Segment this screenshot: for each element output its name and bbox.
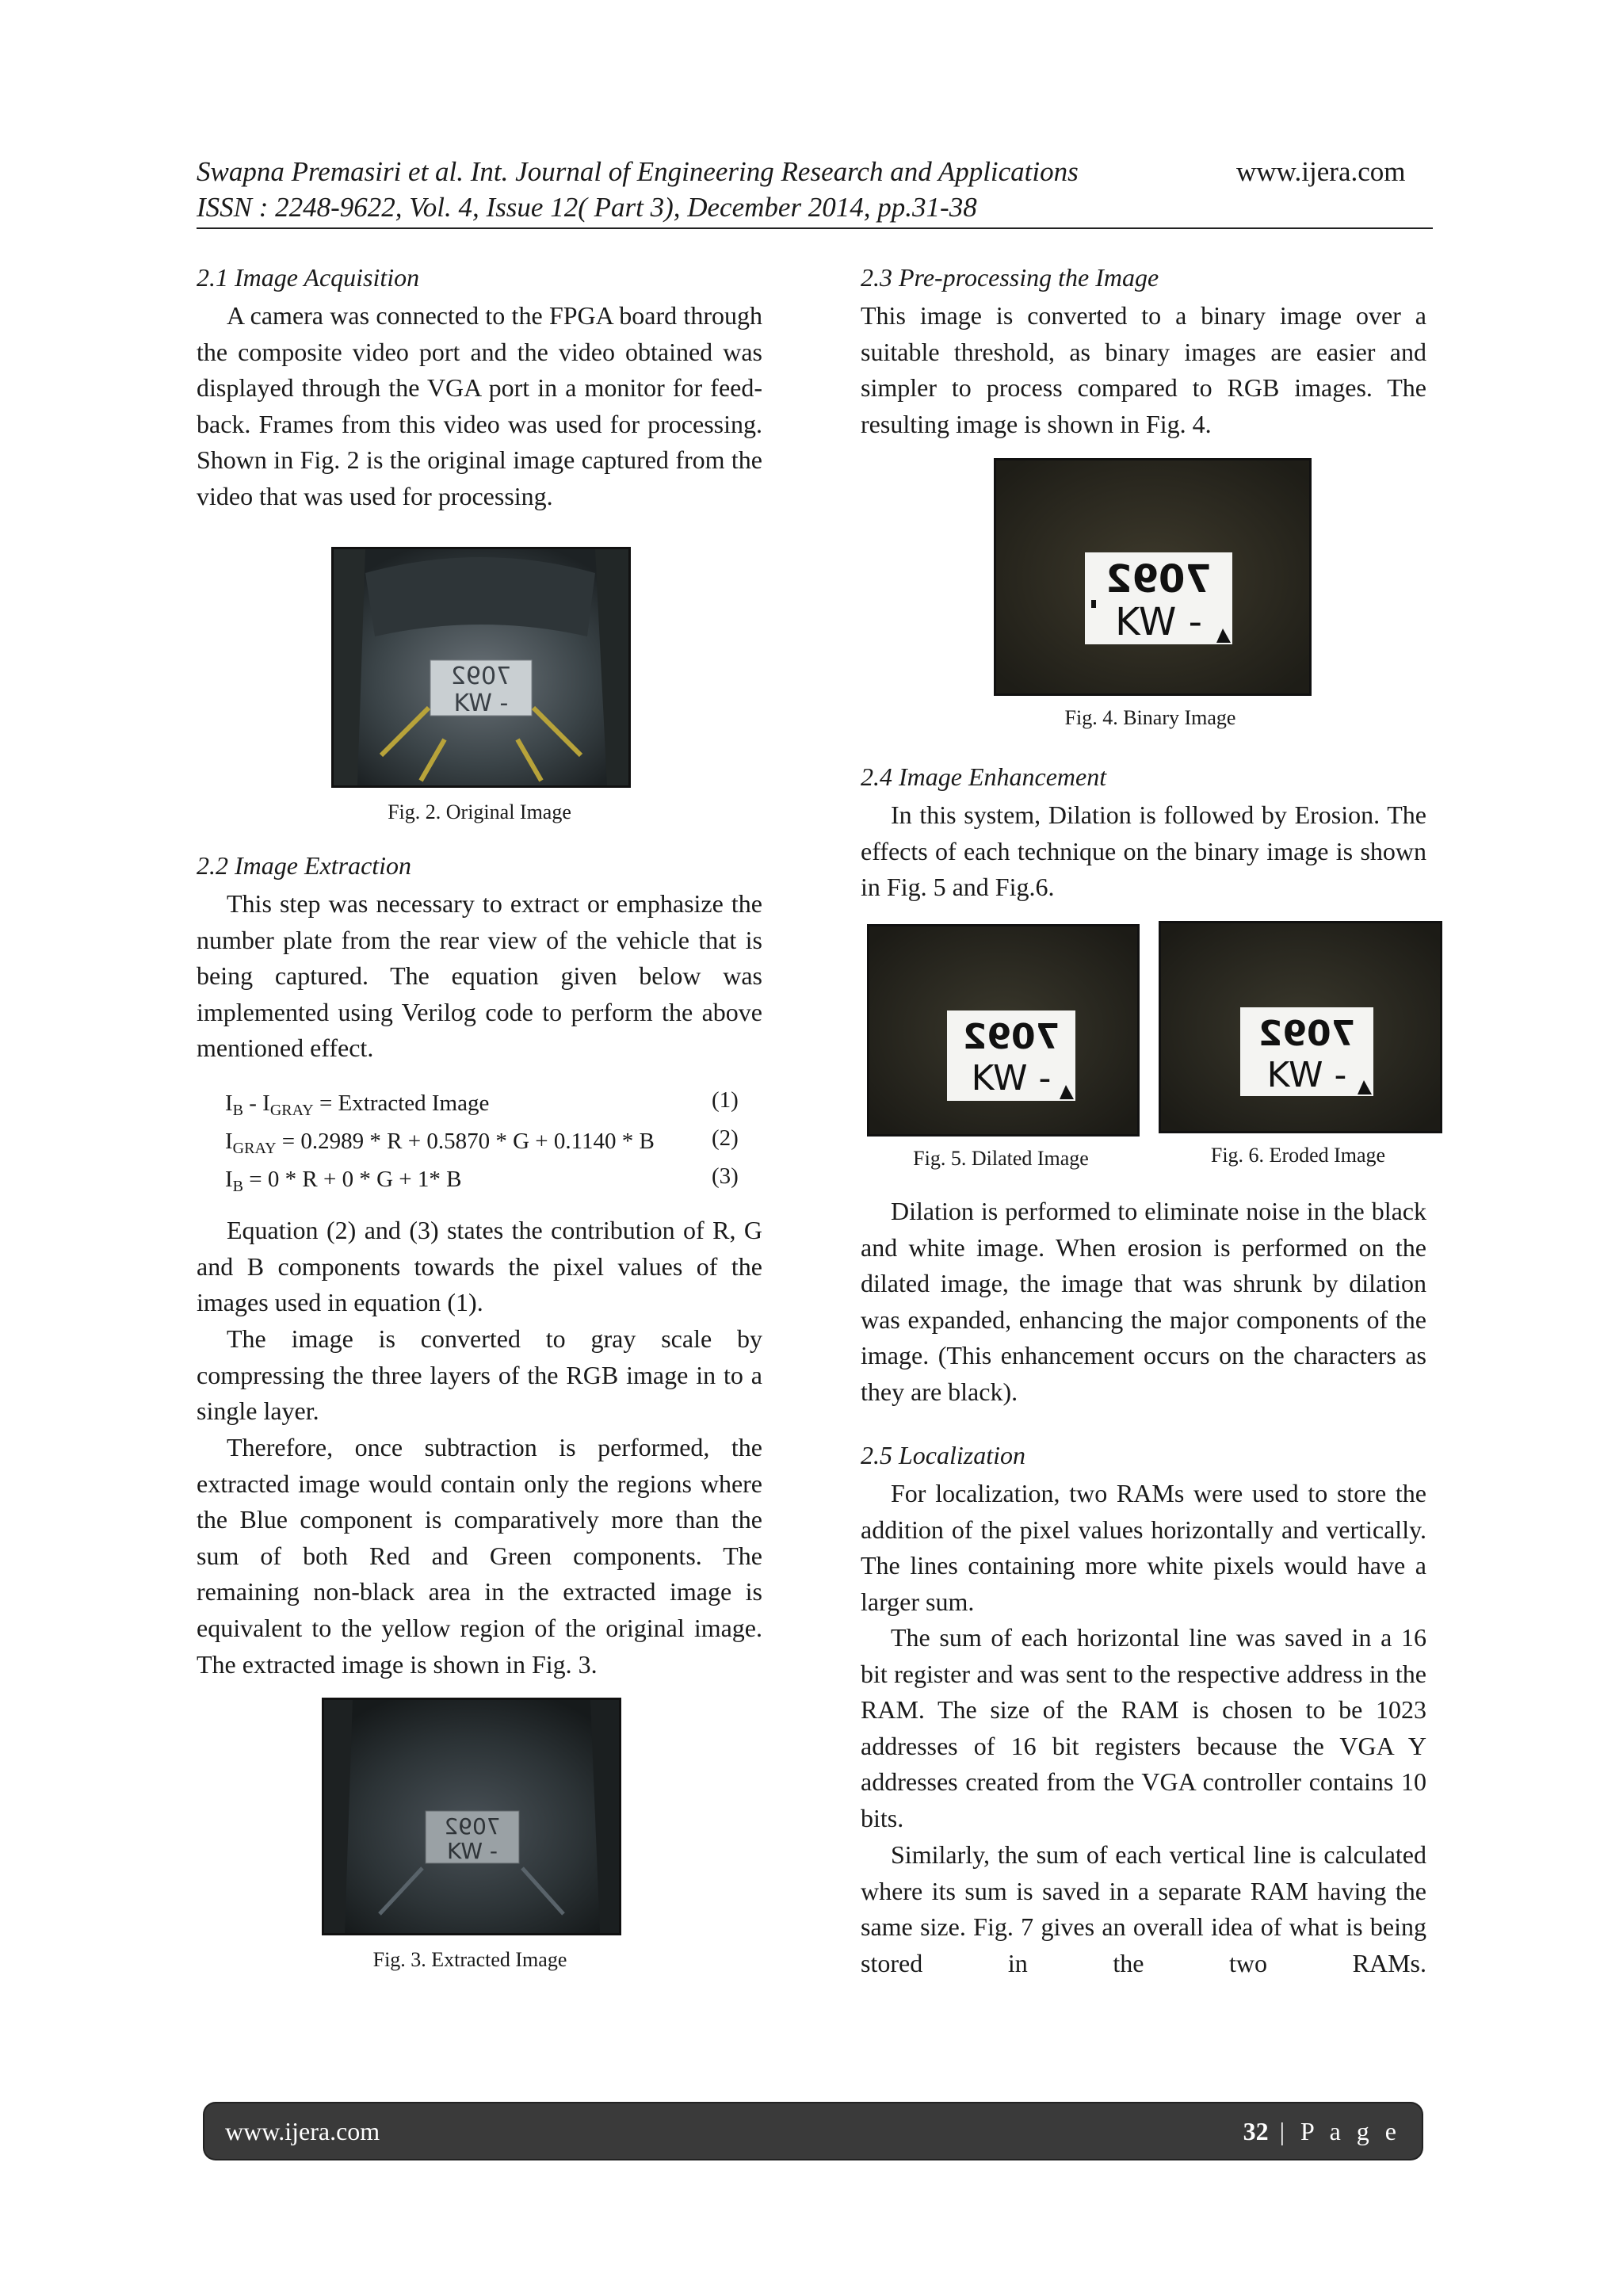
- section-2-4-title: 2.4 Image Enhancement: [861, 762, 1107, 791]
- equation-2-number: (2): [712, 1125, 739, 1151]
- fig-5-dilated-image: [867, 924, 1140, 1137]
- fig-5-caption: Fig. 5. Dilated Image: [913, 1147, 1089, 1170]
- section-2-2-title: 2.2 Image Extraction: [197, 851, 412, 880]
- fig-4-caption: Fig. 4. Binary Image: [1064, 706, 1236, 729]
- section-2-4-paragraph-2: Dilation is performed to eliminate noise in the black and white image. When erosion is performed on the dilated image, the image that was shrunk by dilation was expanded, enhancing the major components of the image. (This enhancement occurs on the characters as they are black).: [861, 1197, 1426, 1406]
- svg-text:KW -: KW -: [1115, 600, 1202, 644]
- section-2-4-paragraph-1: In this system, Dilation is followed by Erosion. The effects of each technique on the binary image is shown in Fig. 5 and Fig.6.: [861, 800, 1426, 902]
- section-2-5-paragraph-2: The sum of each horizontal line was saved in a 16 bit register and was sent to the respective address in the RAM. The size of the RAM is chosen to be 1023 addresses of 16 bit registers because the VGA Y addresses created from the VGA controller contains 10 bits.: [861, 1623, 1426, 1832]
- fig-6-eroded-image: [1159, 921, 1442, 1133]
- fig-2-caption: Fig. 2. Original Image: [388, 800, 571, 823]
- footer-url[interactable]: www.ijera.com: [225, 2117, 380, 2145]
- svg-text:7092: 7092: [1106, 557, 1212, 602]
- fig-4-binary-image: [994, 458, 1312, 696]
- equation-1: $I_B - I_{GRAY}$ = Extracted Image: [225, 1091, 490, 1119]
- svg-text:7092: 7092: [1258, 1014, 1356, 1054]
- section-2-5-paragraph-3: Similarly, the sum of each vertical line is calculated where its sum is saved in a separate RAM having the same size. Fig. 7 gives an overall idea of what is being stored in the two RAMs.: [861, 1840, 1426, 1977]
- journal-site[interactable]: www.ijera.com: [1236, 156, 1406, 187]
- page-number: 32: [1243, 2117, 1269, 2145]
- section-2-5-title: 2.5 Localization: [861, 1441, 1026, 1469]
- section-2-2-paragraph-1: This step was necessary to extract or emphasize the number plate from the rear view of the vehicle that is being captured. The equation given below was implemented using Verilog code to perform the above mentioned effect.: [197, 889, 762, 1063]
- footer-page: [1243, 2103, 1401, 2159]
- equation-1-number: (1): [712, 1087, 739, 1113]
- section-2-1-paragraph: A camera was connected to the FPGA board through the composite video port and the video obtained was displayed through the VGA port in a monitor for feed-back. Frames from this video was used for processing. Shown in Fig. 2 is the original image captured from the video that was used for processing.: [197, 301, 762, 510]
- fig-3-caption: Fig. 3. Extracted Image: [372, 1948, 567, 1971]
- fig-3-extracted-image: [322, 1698, 621, 1935]
- section-2-2-paragraph-4: Therefore, once subtraction is performed, the extracted image would contain only the regions where the Blue component is comparatively more than the sum of both Red and Green components. The remaining non-black area in the extracted image is equivalent to the yellow region of the original image. The extracted image is shown in Fig. 3.: [197, 1433, 762, 1679]
- svg-text:KW -: KW -: [971, 1058, 1052, 1098]
- header-rule: [197, 227, 1433, 229]
- page-label: | P a g e: [1268, 2117, 1401, 2145]
- section-2-2-paragraph-3: The image is converted to gray scale by compressing the three layers of the RGB image in to a single layer.: [197, 1324, 762, 1426]
- issn-line: ISSN : 2248-9622, Vol. 4, Issue 12( Part 3), December 2014, pp.31-38: [197, 192, 977, 223]
- journal-title: Swapna Premasiri et al. Int. Journal of Engineering Research and Applications: [197, 156, 1079, 187]
- equation-3-number: (3): [712, 1163, 739, 1189]
- section-2-3-title: 2.3 Pre-processing the Image: [861, 263, 1159, 292]
- svg-text:7092: 7092: [444, 1813, 501, 1839]
- svg-text:7092: 7092: [962, 1017, 1060, 1057]
- section-2-3-paragraph: This image is converted to a binary image over a suitable threshold, as binary images are easier and simpler to process compared to RGB images. The resulting image is shown in Fig. 4.: [861, 301, 1426, 438]
- section-2-1-title: 2.1 Image Acquisition: [197, 263, 420, 292]
- section-2-2-paragraph-2: Equation (2) and (3) states the contribution of R, G and B components towards the pixel values of the images used in equation (1).: [197, 1216, 762, 1317]
- fig-6-caption: Fig. 6. Eroded Image: [1210, 1144, 1386, 1167]
- equation-2: $I_{GRAY} = 0.2989 * R + 0.5870 * G + 0.1140 * B$: [225, 1129, 655, 1157]
- fig-2-original-image: [331, 547, 631, 788]
- equation-3: $I_B = 0 * R + 0 * G + 1*$ B: [225, 1167, 462, 1195]
- section-2-5-paragraph-1: For localization, two RAMs were used to store the addition of the pixel values horizontally and vertically. The lines containing more white pixels would have a larger sum.: [861, 1479, 1426, 1616]
- page-footer: [204, 2103, 1422, 2159]
- svg-text:KW -: KW -: [453, 690, 509, 717]
- svg-text:KW -: KW -: [446, 1838, 498, 1864]
- svg-text:KW -: KW -: [1266, 1055, 1347, 1095]
- fig-2-plate-text: 7092: [450, 663, 512, 690]
